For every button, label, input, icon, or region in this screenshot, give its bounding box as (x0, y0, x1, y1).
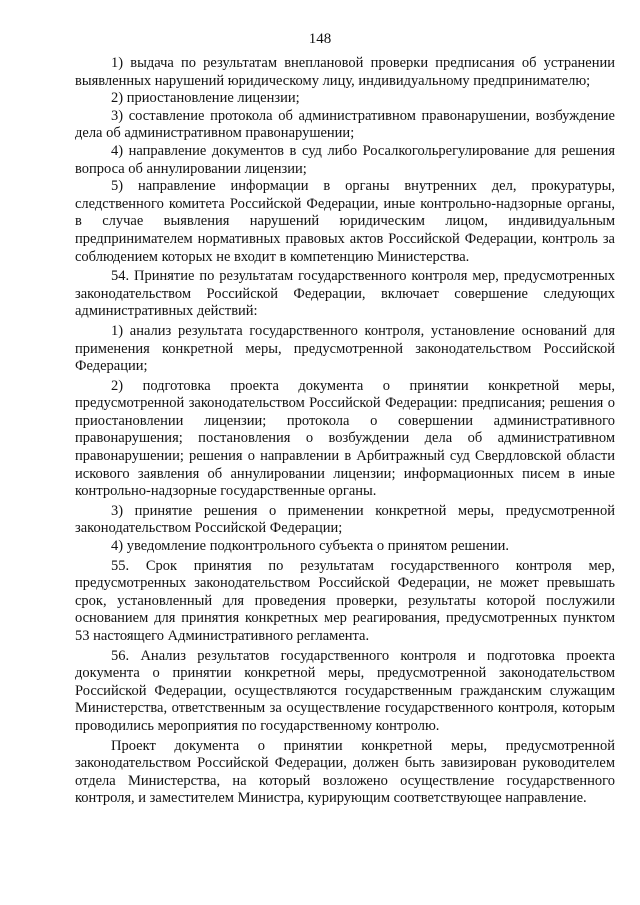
paragraph-item-1: 1) выдача по результатам внеплановой проверки предписания об устранении выявленных нарушений юридическому лицу, индивидуальному предпринимателю; (75, 55, 615, 89)
page-number: 148 (308, 31, 332, 47)
paragraph-54-item-3: 3) принятие решения о применении конкретной меры, предусмотренной законодательством Российской Федерации; (75, 502, 615, 537)
paragraph-54-item-4: 4) уведомление подконтрольного субъекта о принятом решении. (111, 538, 510, 555)
document-body (75, 55, 615, 808)
paragraph-item-5: 5) направление информации в органы внутренних дел, прокуратуры, следственного комитета Российской Федерации, иные контрольно-надзорные органы, в случае выявления нарушений юридическим лицом, индивидуальным предпринимателем нормативных правовых актов Российской Федерации, контроль за соблюдением которых не входит в компетенцию Министерства. (75, 178, 615, 265)
paragraph-draft-approval: Проект документа о принятии конкретной меры, предусмотренной законодательством Российской Федерации, должен быть завизирован руководителем отдела Министерства, на который возложено осуществление государственного контроля, и заместителем Министра, курирующим соответствующее направление. (75, 737, 615, 807)
paragraph-54-item-2: 2) подготовка проекта документа о принятии конкретной меры, предусмотренной законодательством Российской Федерации: предписания; решения о приостановлении лицензии; протокола о совершении административного правонарушения; постановления о возбуждении дела об административном правонарушении; решения о направлении в Арбитражный суд Свердловской области искового заявления об аннулировании лицензии; информационных писем в иные контрольно-надзорные государственные органы. (75, 377, 615, 500)
paragraph-item-3: 3) составление протокола об административном правонарушении, возбуждение дела об административном правонарушении; (75, 107, 615, 142)
paragraph-54-item-1: 1) анализ результата государственного контроля, установление оснований для применения конкретной меры, предусмотренной законодательством Российской Федерации; (75, 322, 615, 375)
paragraph-item-4: 4) направление документов в суд либо Росалкогольрегулирование для решения вопроса об аннулировании лицензии; (75, 142, 615, 177)
paragraph-section-55: 55. Срок принятия по результатам государственного контроля мер, предусмотренных законодательством Российской Федерации, не может превышать срок, установленный для проведения проверки, результаты которой послужили основанием для принятия конкретных мер реагирования, предусмотренных пунктом 53 настоящего Административного регламента. (75, 557, 615, 644)
paragraph-section-54: 54. Принятие по результатам государственного контроля мер, предусмотренных законодательством Российской Федерации, включает совершение следующих административных действий: (75, 268, 615, 320)
paragraph-item-2: 2) приостановление лицензии; (111, 90, 300, 107)
paragraph-section-56: 56. Анализ результатов государственного контроля и подготовка проекта документа о принятии конкретной меры, предусмотренной законодательством Российской Федерации, осуществляются государственным гражданским служащим Министерства, ответственным за осуществление государственного контроля, которым проводились мероприятия по государственному контролю. (75, 647, 615, 734)
